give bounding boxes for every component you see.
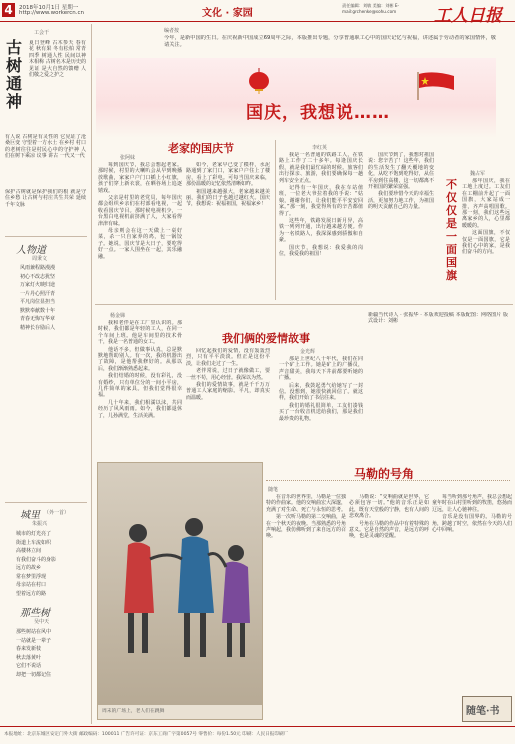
story-paragraph: 回忆起我们的爱情，没有轰轰烈烈，只有平平淡淡。但正是这份平淡，让我们走过了一生。 — [186, 348, 270, 367]
poem-line: 高楼林立间 — [16, 548, 42, 554]
column-paragraph: 夏日登峰 古木参天 春有花 秋有果 冬有松柏 常青四季 树通人性 民间以神木相称 古树名木是历史的见证 是大自然的馈赠 人们敬之爱之护之 — [29, 40, 86, 79]
photo-frame — [97, 462, 263, 720]
column-small-label: 工会干 — [34, 30, 50, 36]
poem-line: 精神长存励后人 — [20, 324, 56, 331]
dancers-photo — [98, 463, 262, 705]
column-divider — [5, 502, 87, 503]
side-notice: 新疆当代诗人 · 张振华 · 本版欢迎投稿 本版配图：网络图片 版式设计：刘彬 — [368, 312, 508, 325]
story-paragraph: 后来，我鼓起勇气给她写了一封信。没想到，她很快就回信了。就这样，我们开始了书信往来。 — [279, 382, 363, 402]
story4-author: 魏占军 — [470, 171, 486, 177]
poem-line: 远方的故乡 — [16, 565, 42, 571]
divider — [275, 140, 276, 300]
story4-col — [462, 178, 510, 300]
story-paragraph: 第一次听马勒的第二交响曲，是在一个秋天的夜晚。当那熟悉的号角声响起，我仿佛听到了来自远方的召唤。 — [266, 514, 346, 540]
horn-col3 — [432, 494, 512, 670]
website-url[interactable]: http://www.workercn.cn — [19, 10, 84, 16]
story-paragraph: 国庆节到了，我想对祖国说：您辛苦了！这些年，我们的生活发生了翻天覆地的变化，从吃不饱到吃得好，从住平房到住高楼，这一切都离不开祖国的繁荣富强。 — [368, 152, 434, 191]
section-divider — [95, 304, 513, 305]
intro-label: 编者按 — [164, 28, 180, 34]
horn-col1 — [266, 494, 346, 716]
poem-line: 母亲站在村口 — [16, 582, 47, 588]
story1-col2 — [186, 162, 270, 302]
poem-lines — [16, 628, 86, 679]
poem-line: 初心不改志犹坚 — [20, 273, 56, 280]
story-paragraph: 每到国庆节，我总会想起老家。那时候，村里的大喇叭会从早到晚播放歌曲，家家户户门口插上小红旗，孩子们穿上新衣裳，在晒谷场上追逐嬉戏。 — [98, 162, 182, 194]
header-rule — [0, 21, 515, 22]
poem-line: 望着远方的路 — [16, 590, 47, 597]
story-paragraph: 那是上世纪八十年代，我们在同一个矿上工作。她是矿上的广播员，声音甜美，我每天下井前都要听她的广播。 — [279, 356, 363, 382]
love-story-col1 — [98, 320, 182, 452]
story1-title: 老家的国庆节 — [168, 142, 234, 155]
story1-col1 — [98, 162, 182, 302]
horn-col2 — [349, 494, 429, 716]
horn-title-rule — [266, 480, 510, 481]
story-paragraph: 我和老伴是在工厂里认识的。那时候，我们都是年轻的工人，在同一个车间上班。他是车间里的技术骨干，我是一名普通的女工。 — [98, 320, 182, 346]
story-paragraph: 我是一名普通的铁路工人，在铁路上工作了二十多年。每逢国庆长假，就是我们最忙碌的时候。旅客们出行探亲、旅游，我们要确保每一趟列车安全正点。 — [279, 152, 363, 184]
column-divider — [5, 236, 87, 237]
poem-line: 常在梦里浮现 — [16, 573, 47, 580]
page-number-badge: 4 — [2, 3, 15, 17]
left-column-divider — [91, 24, 92, 724]
national-day-title: 国庆，我想说…… — [246, 103, 390, 123]
vertical-title: 不仅仅是一面国旗 — [446, 178, 457, 282]
story3-col — [368, 152, 434, 300]
date-text: 2018年10月1日 星期一 — [19, 5, 79, 11]
section-title: 文化 · 家园 — [202, 8, 253, 19]
story1-author: 张阿妹 — [120, 155, 136, 161]
poem-title-naxieshu: 那些树 — [20, 608, 50, 619]
column-paragraph: 保护古树就是保护我们的根 就是守住乡愁 让古树与村庄共生共荣 延续千年文脉 — [5, 189, 86, 208]
horn-title: 马勒的号角 — [354, 467, 415, 481]
column-body — [29, 40, 86, 132]
poem-line: 秋去落黄叶 — [16, 654, 42, 661]
story-paragraph: 这些年，铁路发展日新月异，高铁一列列开通，出行越来越方便。作为一名铁路人，我深深感到骄傲和自豪。 — [279, 218, 363, 244]
poem-line: 风雨兼程路漫漫 — [20, 265, 56, 271]
column-badge — [462, 696, 512, 722]
poem-line: 那些树站在风中 — [16, 629, 52, 635]
love-story-col3 — [279, 356, 363, 452]
poem-line: 街道上车流如织 — [16, 539, 52, 546]
poem-author: 朱振兴 — [32, 521, 48, 527]
poem-line: 青春无悔写华章 — [20, 316, 56, 322]
poem-line: 它们不说话 — [16, 663, 42, 669]
flag-icon — [416, 72, 456, 100]
horn-label: 随笔 — [268, 487, 279, 493]
poem-line: 一片丹心照汗青 — [20, 290, 56, 297]
story2-author: 李红英 — [312, 145, 328, 151]
poem-subtitle: （外一首） — [44, 510, 70, 516]
lantern-icon — [248, 68, 270, 94]
poem-line: 有我们奋斗的身影 — [16, 556, 57, 563]
story-paragraph: 几十年来，我们相濡以沫，共同经历了风风雨雨。如今，我们都退休了，儿孙满堂，生活美满。 — [98, 399, 182, 419]
love-story-col2 — [186, 348, 270, 452]
footer-rule — [0, 726, 515, 727]
poem-line: 平凡岗位显担当 — [20, 299, 56, 305]
story-paragraph: 号角在马勒的作品中有着特殊的意义。它是自然的声音，是远方的呼唤，也是灵魂的觉醒。 — [349, 520, 429, 540]
page-header — [0, 0, 515, 24]
story-paragraph: 老伴常说，过日子就像做工，要一丝不苟，用心经营。我深以为然。 — [186, 368, 270, 381]
editor-info: 责任编辑：刘敏 美编：刘彬 E-mail:grchenke@sohu.com — [342, 3, 400, 14]
story-paragraph: 我们结婚的时候，没有彩礼，没有婚纱，只有单位分的一间小平房，几件简单的家具。但我们觉得很幸福。 — [98, 373, 182, 399]
story-paragraph: 祖国越来越强大，老家越来越美丽，我们的日子也越过越红火。国庆节，我想说：祝福祖国，祝福家乡！ — [186, 188, 270, 208]
national-day-banner — [96, 58, 496, 138]
story-paragraph: 记得有一年国庆，我在车站值班，一位老大爷拉着我的手说：“姑娘，谢谢你们，让我们能平平安安回家。”那一刻，我觉得所有的辛苦都值得了。 — [279, 185, 363, 217]
story-paragraph: 我们的爱情故事，就是千千万万普通工人家庭的缩影。平凡，却真实而温暖。 — [186, 382, 270, 401]
poem-title-chengli: 城里 — [20, 510, 40, 521]
poem-lines — [16, 530, 86, 598]
paper-name-logo: 工人日报 — [434, 6, 502, 26]
poem-lines — [20, 264, 86, 332]
story-paragraph: 如今，老家早已变了模样，水泥路通到了家门口，家家户户住上了楼房，看上了彩电。可每当国庆来临，那份温暖的记忆依然清晰如昨。 — [186, 162, 270, 188]
poem-author: 周秉文 — [32, 256, 48, 262]
poem-line: 城市的灯光亮了 — [16, 531, 52, 537]
story-paragraph: 父亲是村里的老党员，每年国庆都会组织乡亲们在村部看电视，一起收看国庆节目。那时候电视机少，一台黑白电视机前挤满了人，大家看得津津有味。 — [98, 195, 182, 227]
story-paragraph: 马勒说：“交响曲就是世界，它必须包容一切。”他的音乐正是如此，既有天堂般的宁静，也有人间的悲欢离合。 — [349, 494, 429, 520]
column-title: 古树通神 — [6, 38, 23, 111]
column-body-2 — [5, 134, 86, 188]
story-paragraph: 母亲则会在这一天做上一桌好菜，杀一只自家养的鸡，包一锅饺子。她说，国庆节是大日子，要吃得好一点。一家人围坐在一起，其乐融融。 — [98, 228, 182, 260]
intro-text: 今年，是新中国的生日。在庆祝新中国成立69周年之际，本版推出专题，分享普通职工心中的国庆记忆与祝福，讲述属于劳动者的家国情怀，敬请关注。 — [164, 35, 496, 48]
story-paragraph: 这面国旗，不仅仅是一面国旗，它是我们心中的家，是我们奋斗的方向。 — [462, 230, 510, 256]
story-paragraph: 在音乐的世界里，马勒是一位独特的作曲家。他的交响曲宏大深邃，充满了对生命、死亡与永恒的思考。 — [266, 494, 346, 513]
column-body-3 — [5, 189, 86, 235]
column-badge-label: 随笔·书 — [466, 706, 500, 717]
poem-line: 春来发新枝 — [16, 646, 42, 652]
footer-text: 本报地址：北京东城区安定门外大街 邮政编码：100011 广告许可证：京东工商广字第0057号 零售价：每份1.50元 印刷：人民日报印刷厂 — [4, 732, 289, 737]
poem-line: 却把一切都记住 — [16, 671, 52, 678]
column-paragraph: 有人说 古树是有灵性的 它见证了沧桑巨变 守望着一方水土 在乡村 村口的老树往往是村民心中的守护神 人们在树下乘凉 议事 讲古 一代又一代 — [5, 134, 86, 160]
poem-line: 一站就是一辈子 — [16, 637, 52, 644]
story-paragraph: 那年国庆，我在工地上度过。工友们在工棚前升起了一面国旗，大家站成一排，齐声高唱国歌。那一刻，我们这些远离家乡的人，心里都暖暖的。 — [462, 178, 510, 229]
story2-col1 — [279, 152, 363, 300]
love-story-author: 杨金娣 — [110, 313, 126, 319]
story-paragraph: 音乐是没有国界的。马勒的号角，跨越了时空，依然在今天的人们心中回响。 — [432, 514, 512, 534]
love-story-title: 我们俩的爱情故事 — [222, 332, 310, 345]
poem-title-renwudao: 人物道 — [16, 245, 46, 256]
story-paragraph: 我们的婚礼很简单，工友们凑钱买了一台收音机送给我们，那是我们最珍贵的礼物。 — [279, 402, 363, 422]
story-paragraph: 我们要珍惜今天的幸福生活，更加努力地工作，为祖国的明天贡献自己的力量。 — [368, 191, 434, 211]
story-paragraph: 每当听到那号角声，我总会想起童年时在山村里听到的牧笛，悠扬而辽远，让人心驰神往。 — [432, 494, 512, 513]
story-paragraph: 他话不多，但做事认真，总是默默地帮助别人。有一次，我的机器出了故障，是他帮我修好的。从那以后，我们渐渐熟悉起来。 — [98, 346, 182, 372]
photo-caption: 周末的广场上，老人们在跳舞 — [102, 709, 165, 714]
left-column — [2, 24, 88, 724]
love-story-author: 金光辉 — [300, 349, 316, 355]
poem-line: 默默奉献数十年 — [20, 307, 56, 314]
poem-author: 吴中天 — [34, 619, 50, 625]
story-paragraph: 国庆节，我想说：我爱我的岗位，我爱我的祖国！ — [279, 244, 363, 258]
poem-line: 万家灯火映归途 — [20, 282, 56, 288]
